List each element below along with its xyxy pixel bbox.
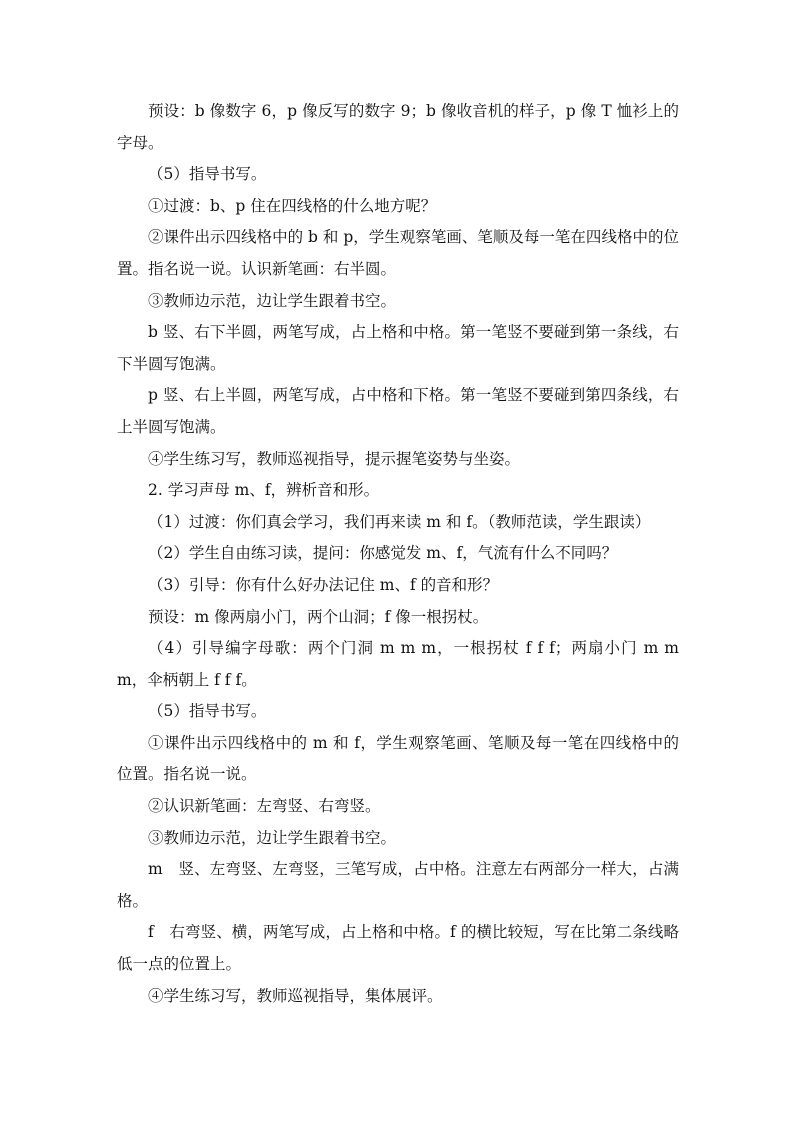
paragraph-19: m 竖、左弯竖、左弯竖，三笔写成，占中格。注意左右两部分一样大，占满格。	[117, 860, 679, 910]
paragraph-20: f 右弯竖、横，两笔写成，占上格和中格。f 的横比较短，写在比第二条线略低一点的位置上。	[117, 923, 679, 974]
paragraph-8: ④学生练习写，教师巡视指导，提示握笔姿势与坐姿。	[148, 449, 521, 468]
paragraph-3: ①过渡：b、p 住在四线格的什么地方呢？	[148, 196, 437, 215]
paragraph-5: ③教师边示范，边让学生跟着书空。	[148, 291, 397, 310]
paragraph-2: （5）指导书写。	[148, 165, 267, 184]
paragraph-10: （1）过渡：你们真会学习，我们再来读 m 和 f。（教师范读，学生跟读）	[148, 512, 651, 531]
paragraph-21: ④学生练习写，教师巡视指导，集体展评。	[148, 986, 443, 1005]
paragraph-9: 2. 学习声母 m、f，辨析音和形。	[148, 481, 380, 500]
paragraph-14: （4）引导编字母歌：两个门洞 m m m，一根拐杖 f f f；两扇小门 m m m，伞柄朝上 f f f。	[117, 639, 679, 689]
paragraph-18: ③教师边示范，边让学生跟着书空。	[148, 828, 397, 847]
paragraph-15: （5）指导书写。	[148, 702, 267, 721]
paragraph-7: p 竖、右上半圆，两笔写成，占中格和下格。第一笔竖不要碰到第四条线，右上半圆写饱满。	[117, 386, 679, 436]
paragraph-17: ②认识新笔画：左弯竖、右弯竖。	[148, 797, 381, 816]
document-page	[117, 96, 679, 1012]
paragraph-4: ②课件出示四线格中的 b 和 p，学生观察笔画、笔顺及每一笔在四线格中的位置。指名说一说。认识新笔画：右半圆。	[117, 228, 679, 278]
paragraph-1: 预设：b 像数字 6，p 像反写的数字 9；b 像收音机的样子，p 像 T 恤衫上的字母。	[117, 102, 679, 152]
paragraph-16: ①课件出示四线格中的 m 和 f，学生观察笔画、笔顺及每一笔在四线格中的位置。指名说一说。	[117, 733, 679, 784]
paragraph-13: 预设：m 像两扇小门，两个山洞；f 像一根拐杖。	[148, 607, 489, 626]
paragraph-12: （3）引导：你有什么好办法记住 m、f 的音和形？	[148, 575, 499, 594]
paragraph-6: b 竖、右下半圆，两笔写成，占上格和中格。第一笔竖不要碰到第一条线，右下半圆写饱满。	[117, 323, 679, 373]
paragraph-11: （2）学生自由练习读，提问：你感觉发 m、f，气流有什么不同吗？	[148, 544, 618, 563]
